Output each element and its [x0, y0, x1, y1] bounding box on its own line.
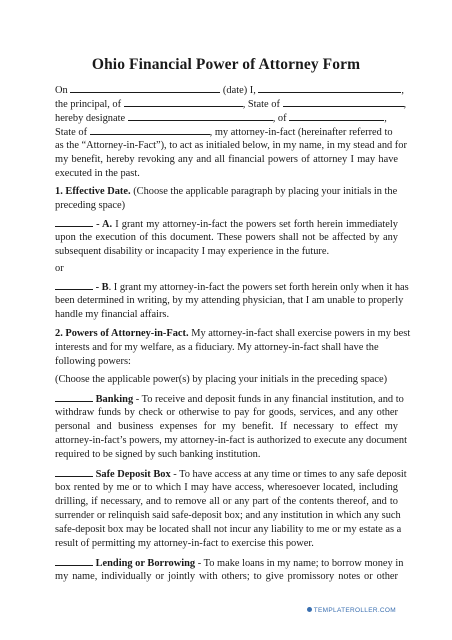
- attorney-city-blank[interactable]: [289, 111, 384, 121]
- intro-line-6: my benefit, hereby revoking any and all financial powers of attorney I may have: [55, 154, 398, 165]
- hereby-designate-text: hereby designate: [55, 113, 126, 124]
- footer-text: TEMPLATEROLLER.COM: [313, 607, 396, 614]
- sdb-line-2: box rented by me or to which I may have access, wheresoever located, including: [55, 482, 398, 493]
- section-2-title: 2. Powers of Attorney-in-Fact.: [55, 328, 189, 339]
- banking-label: Banking: [95, 394, 134, 405]
- intro-line-3: hereby designate , of ,: [55, 113, 387, 124]
- state-of-text-2: State of: [55, 127, 88, 138]
- section-1-title: 1. Effective Date.: [55, 186, 131, 197]
- option-b-label: - B: [95, 282, 109, 293]
- page-title: Ohio Financial Power of Attorney Form: [91, 56, 361, 73]
- section-2-line-2: interests and for my welfare, as a fiduciary. My attorney-in-fact shall have the: [55, 342, 379, 353]
- banking-line-3: personal and business expenses for my benefit. If necessary to effect my: [55, 421, 398, 432]
- footer-brand[interactable]: [307, 607, 396, 614]
- principal-of-text: the principal, of: [55, 99, 122, 110]
- option-a-line-2: upon the execution of this document. These powers shall not be affected by any: [55, 232, 398, 243]
- initials-blank-b[interactable]: [55, 280, 93, 290]
- lending-line-2: my name, individually or jointly with others; to give promissory notes or other: [55, 571, 398, 582]
- intro-line-2: the principal, of , State of ,: [55, 99, 407, 110]
- aif-tail-text: , my attorney-in-fact (hereinafter referred to: [209, 127, 393, 138]
- initials-blank-lending[interactable]: [55, 556, 93, 566]
- sdb-line-4: surrender or relinquish said safe-deposit box; and any institution in which any such: [55, 510, 401, 521]
- banking-line-4: attorney-in-fact’s powers, my attorney-in-fact is authorized to execute any document: [55, 435, 407, 446]
- templateroller-logo-icon: [307, 607, 312, 612]
- sdb-label: Safe Deposit Box: [95, 469, 171, 480]
- banking-line-2: withdraw funds by check or otherwise to pay for goods, services, and any other: [55, 407, 398, 418]
- banking-line-5: required to be signed by such banking institution.: [55, 449, 261, 460]
- state-of-text: , State of: [242, 99, 280, 110]
- or-text: or: [55, 263, 64, 274]
- option-a-line-3: subsequent disability or incapacity I may experience in the future.: [55, 246, 330, 257]
- sdb-line-5: safe-deposit box may be located shall not incur any liability to me or my estate as a: [55, 524, 402, 535]
- principal-city-blank[interactable]: [124, 97, 243, 107]
- principal-state-blank[interactable]: [283, 97, 404, 107]
- attorney-state-blank[interactable]: [90, 125, 210, 135]
- option-a-text: I grant my attorney-in-fact the powers set forth herein immediately: [115, 219, 398, 230]
- initials-blank-a[interactable]: [55, 217, 93, 227]
- option-b-line-1: [55, 280, 409, 294]
- sdb-text: - To have access at any time or times to any safe deposit: [173, 469, 407, 480]
- sdb-line-6: result of permitting my attorney-in-fact to exercise this power.: [55, 538, 314, 549]
- principal-name-blank[interactable]: [258, 83, 401, 93]
- lending-label: Lending or Borrowing: [95, 558, 196, 569]
- intro-line-5: as the “Attorney-in-Fact”), to act as initialed below, in my name, in my stead and for: [55, 140, 407, 151]
- option-b-line-2: been determined in writing, by my attending physician, that I am unable to properly: [55, 295, 404, 306]
- attorney-name-blank[interactable]: [128, 111, 273, 121]
- banking-text: - To receive and deposit funds in any financial institution, and to: [135, 394, 404, 405]
- intro-line-7: executed in the past.: [55, 168, 140, 179]
- of-text: , of: [272, 113, 287, 124]
- section-2-heading: [55, 327, 411, 341]
- section-1-heading: [55, 185, 398, 199]
- section-1-heading-2: preceding space): [55, 200, 126, 211]
- option-a-line-1: [55, 217, 398, 231]
- initials-blank-sdb[interactable]: [55, 467, 93, 477]
- section-1-instruction: (Choose the applicable paragraph by placing your initials in the: [133, 186, 398, 197]
- section-2-line-3: following powers:: [55, 356, 131, 367]
- option-b-line-3: handle my financial affairs.: [55, 309, 170, 320]
- section-2-intro: My attorney-in-fact shall exercise powers in my best: [191, 328, 411, 339]
- lending-text: - To make loans in my name; to borrow money in: [197, 558, 404, 569]
- option-b-text: . I grant my attorney-in-fact the powers set forth herein only when it has: [108, 282, 409, 293]
- option-a-label: - A.: [96, 219, 113, 230]
- lending-line-1: [55, 556, 404, 570]
- initials-blank-banking[interactable]: [55, 392, 93, 402]
- choose-powers-instruction: (Choose the applicable power(s) by placing your initials in the preceding space): [55, 374, 388, 385]
- sdb-line-1: [55, 467, 407, 481]
- date-i-text: (date) I,: [222, 85, 256, 96]
- intro-line-4: [55, 125, 398, 139]
- intro-line-1: On (date) I, ,: [55, 85, 405, 96]
- date-blank[interactable]: [70, 83, 220, 93]
- on-text: On: [55, 85, 68, 96]
- sdb-line-3: drilling, if necessary, and to remove all or any part of the contents thereof, and to: [55, 496, 398, 507]
- banking-line-1: [55, 392, 404, 406]
